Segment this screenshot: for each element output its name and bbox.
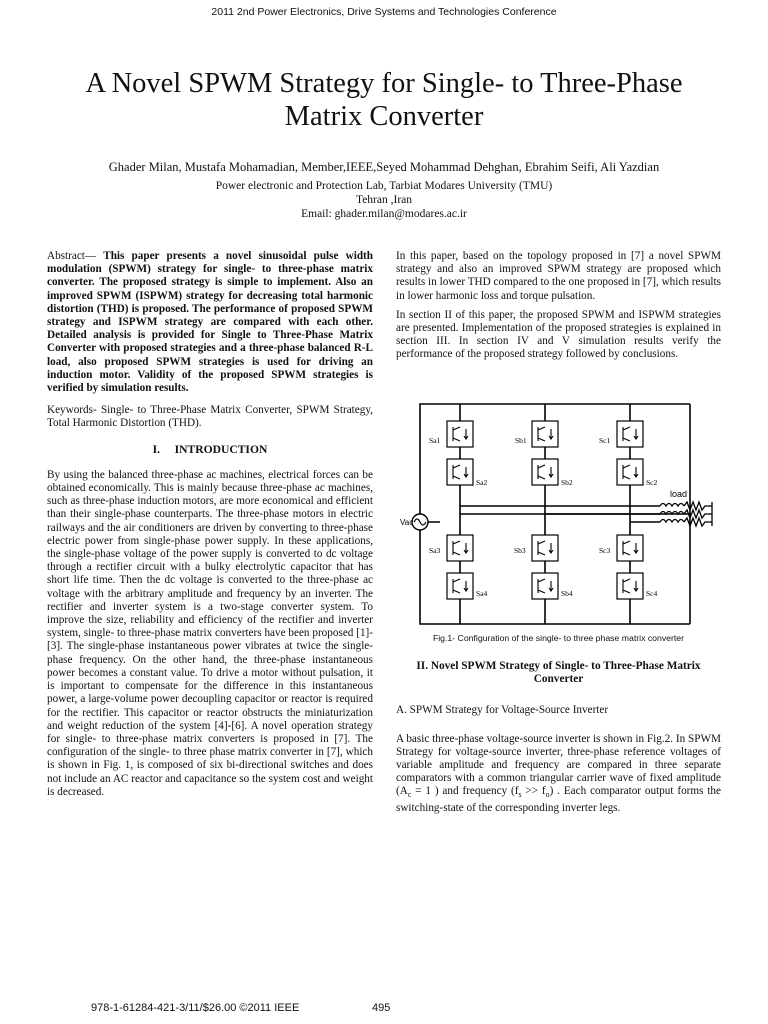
switch-sb3-icon	[532, 535, 558, 561]
keywords: Keywords- Single- to Three-Phase Matrix Converter, SPWM Strategy, Total Harmonic Distortion (THD).	[47, 404, 373, 430]
label-sa2: Sa2	[476, 478, 488, 487]
fs-symbol: f	[514, 785, 519, 798]
section2-paragraph	[396, 733, 721, 815]
section2	[396, 660, 721, 815]
conference-header: 2011 2nd Power Electronics, Drive Systems and Technologies Conference	[211, 6, 557, 18]
switch-sb1-icon	[532, 421, 558, 447]
switch-sc4-icon	[617, 573, 643, 599]
section1-heading	[47, 443, 373, 456]
right-paragraph-2: In section II of this paper, the proposed SPWM and ISPWM strategies are presented. Implementation of the proposed strategies is explained in section III. In section IV and V simulation results verify the performance of the proposed strategy followed by conclusions.	[396, 308, 721, 361]
paper-title	[40, 67, 728, 133]
ac-value: = 1 ) and frequency (	[411, 785, 515, 798]
switch-sc1-icon	[617, 421, 643, 447]
section2-para-end: ) . Each comparator output forms the switching-state of the corresponding inverter legs.	[396, 785, 721, 814]
fo-sub: o	[545, 790, 550, 800]
intro-paragraph: By using the balanced three-phase ac machines, electrical forces can be obtained economically. This is mainly because three-phase ac machines, such as three-phase induction motors, are more economical and efficient than their single-phase counterparts. The three-phase motors in electric railways and the air conditioners are driven by converting to three-phase electric power from single-phase power supply. In these applications, the single-phase voltage of the power supply is converted to dc voltage through a rectifier circuit with a bulky electrolytic capacitor that has short life time. Then the dc voltage is converted to the three-phase ac voltage with the arbitrary amplitude and frequency by an inverter. The rectifier and inverter system is a two-stage converter system. To improve the size, reliability and efficiency of the rectifier and inverter system, single- to three-phase matrix converters have been proposed [1]-[3]. The single-phase instantaneous power vibrates at twice the single-phase frequency. On the other hand, the three-phase instantaneous power becomes a constant value. To drive a motor without pulsation, it is important to compensate for the difference in this instantaneous power, a large-volume power decoupling capacitor or reactor is required for the rectifier. This capacitor or reactor obstructs the miniaturization and weight reduction of the system [4]-[6]. A novel operation strategy for single- to three-phase matrix converters is proposed in [7]. The configuration of the single- to three phase matrix converter in [7], which is shown in Fig. 1, is composed of six bi-directional switches and does not include an AC reactor and capacitance so the system cost and weight is decreased.	[47, 468, 373, 798]
figure-1-circuit	[400, 396, 720, 632]
abstract-label: Abstract—	[47, 250, 97, 262]
footer-isbn: 978-1-61284-421-3/11/$26.00 ©2011 IEEE	[91, 1002, 300, 1014]
label-sa1: Sa1	[429, 436, 441, 445]
label-sa4: Sa4	[476, 589, 488, 598]
page-number: 495	[372, 1002, 391, 1014]
switch-sc3-icon	[617, 535, 643, 561]
paper-title-line2: Matrix Converter	[284, 101, 484, 132]
label-sc3: Sc3	[599, 546, 611, 555]
label-sb3: Sb3	[514, 546, 526, 555]
fs-sub: s	[518, 790, 522, 800]
fs-rel: >> f	[521, 785, 546, 798]
switch-sb4-icon	[532, 573, 558, 599]
section1-title: INTRODUCTION	[174, 442, 268, 456]
location: Tehran ,Iran	[355, 194, 413, 206]
section1-number: I.	[152, 442, 161, 456]
subsection-a-heading: A. SPWM Strategy for Voltage-Source Inverter	[396, 704, 609, 717]
switch-sa2-icon	[447, 459, 473, 485]
label-sa3: Sa3	[429, 546, 441, 555]
label-sc2: Sc2	[646, 478, 658, 487]
abstract-body: This paper presents a novel sinusoidal pulse width modulation (SPWM) strategy for single- to three-phase matrix converter. The proposed strategy is simple to implement. Also an improved SPWM (ISPWM) strategy for decreasing total harmonic distortion (THD) is proposed. The performance of proposed SPWM strategy and ISPWM strategy are compared with each other. Detailed analysis is provided for Single to Three-Phase Matrix Converter with proposed strategies and a three-phase balanced R-L load, also proposed SPWM strategies is used for driving an induction motor. Validity of the proposed SPWM strategies is verified by simulation results.	[47, 250, 373, 395]
section2-para-start: A basic three-phase voltage-source inverter is shown in Fig.2. In SPWM Strategy for voltage-source inverter, three-phase reference voltages of variable amplitude and frequency are compared in three separate comparators with a common triangular carrier wave of fixed amplitude (	[396, 732, 721, 798]
ac-sub: c	[407, 790, 412, 800]
switch-sa1-icon	[447, 421, 473, 447]
right-column	[396, 250, 721, 362]
vac-label: Vac	[400, 518, 414, 527]
label-sc1: Sc1	[599, 436, 611, 445]
paper-title-line1: A Novel SPWM Strategy for Single- to Three-Phase	[85, 68, 683, 99]
switch-sa4-icon	[447, 573, 473, 599]
switch-sc2-icon	[617, 459, 643, 485]
email: Email: ghader.milan@modares.ac.ir	[301, 208, 467, 220]
section2-heading: II. Novel SPWM Strategy of Single- to Three-Phase Matrix Converter	[416, 660, 701, 686]
abstract	[47, 250, 373, 395]
right-paragraph-1: In this paper, based on the topology proposed in [7] a novel SPWM strategy and also an improved SPWM strategy are proposed which results in lower THD compared to the one proposed in [7], which results in lower harmonic loss and torque pulsation.	[396, 250, 721, 302]
left-column	[47, 250, 373, 799]
load-label: load	[670, 489, 688, 499]
label-sc4: Sc4	[646, 589, 658, 598]
label-sb2: Sb2	[561, 478, 573, 487]
switch-sa3-icon	[447, 535, 473, 561]
label-sb4: Sb4	[561, 589, 573, 598]
label-sb1: Sb1	[515, 436, 527, 445]
switch-sb2-icon	[532, 459, 558, 485]
affiliation: Power electronic and Protection Lab, Tarbiat Modares University (TMU)	[215, 180, 553, 192]
ac-symbol: A	[399, 785, 408, 798]
figure-1-caption: Fig.1- Configuration of the single- to three phase matrix converter	[432, 633, 685, 643]
authors: Ghader Milan, Mustafa Mohamadian, Member,IEEE,Seyed Mohammad Dehghan, Ebrahim Seifi, Ali Yazdian	[108, 160, 660, 174]
